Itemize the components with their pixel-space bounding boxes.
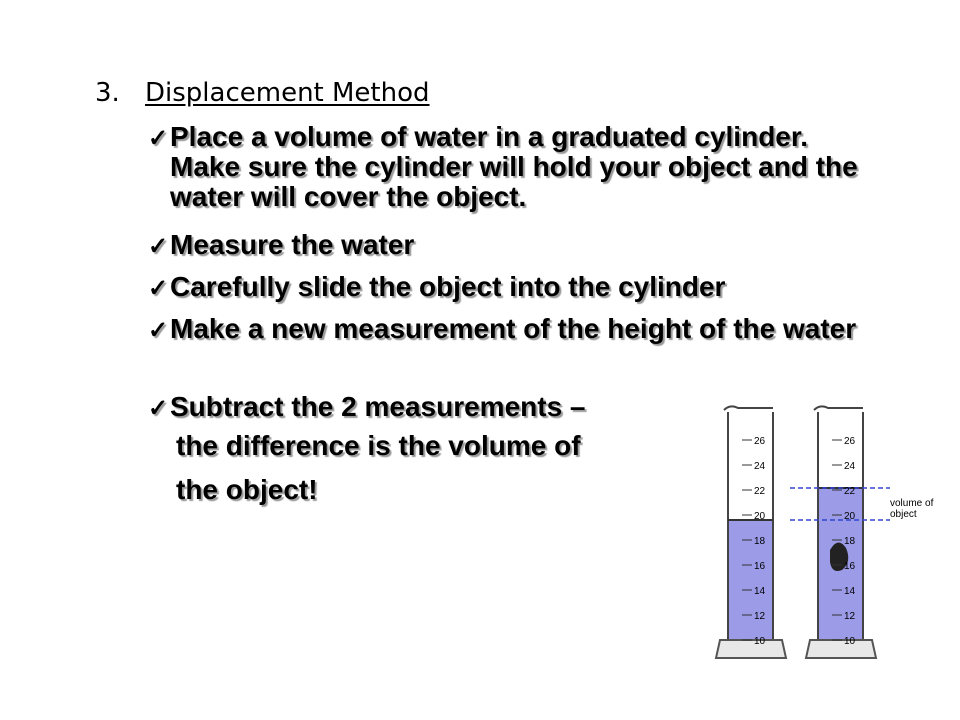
- slide-heading: [95, 78, 430, 108]
- bullet-measure-water: [148, 230, 414, 262]
- tick-label: 26: [754, 436, 766, 447]
- tick-label: 14: [754, 586, 766, 597]
- tick-label: 22: [754, 486, 766, 497]
- tick-label: 18: [754, 536, 766, 547]
- bullet-place-water: [148, 122, 868, 212]
- volume-label-line1: volume of: [890, 498, 934, 509]
- tick-label: 22: [844, 486, 856, 497]
- tick-label: 14: [844, 586, 856, 597]
- tick-label: 24: [754, 461, 766, 472]
- tick-label: 26: [844, 436, 856, 447]
- heading-number: 3.: [95, 78, 120, 108]
- tick-label: 24: [844, 461, 856, 472]
- checkmark-icon: ✓: [148, 275, 169, 302]
- volume-label-line2: object: [890, 509, 917, 520]
- tick-label: 20: [754, 511, 766, 522]
- checkmark-icon: ✓: [148, 233, 169, 260]
- checkmark-icon: ✓: [148, 125, 169, 152]
- tick-label: 20: [844, 511, 856, 522]
- bullet-slide-object: [148, 272, 725, 304]
- right-cylinder: [806, 406, 876, 658]
- tick-label: 16: [754, 561, 766, 572]
- continuation-line-1: the difference is the volume of: [176, 430, 581, 461]
- left-cylinder: [716, 406, 786, 658]
- tick-label: 10: [754, 636, 766, 647]
- tick-label: 12: [754, 611, 766, 622]
- bullet-text: Subtract the 2 measurements –: [170, 391, 586, 422]
- tick-label: 18: [844, 536, 856, 547]
- heading-title: Displacement Method: [145, 78, 430, 108]
- bullet-text: Place a volume of water in a graduated cylinder. Make sure the cylinder will hold your object and the water will cover the object.: [170, 121, 858, 212]
- bullet-text: Measure the water: [170, 229, 415, 260]
- graduated-cylinders-figure: [690, 400, 950, 670]
- tick-label: 16: [844, 561, 856, 572]
- bullet-subtract: [148, 392, 586, 424]
- continuation-line-2: the object!: [176, 474, 318, 505]
- tick-label: 12: [844, 611, 856, 622]
- tick-label: 10: [844, 636, 856, 647]
- bullet-new-measurement: [148, 314, 868, 346]
- cylinders-illustration: [690, 400, 950, 670]
- left-water: [728, 520, 773, 640]
- bullet-text: Carefully slide the object into the cylinder: [170, 271, 726, 302]
- checkmark-icon: ✓: [148, 317, 169, 344]
- checkmark-icon: ✓: [148, 395, 169, 422]
- bullet-text: Make a new measurement of the height of the water: [170, 313, 857, 344]
